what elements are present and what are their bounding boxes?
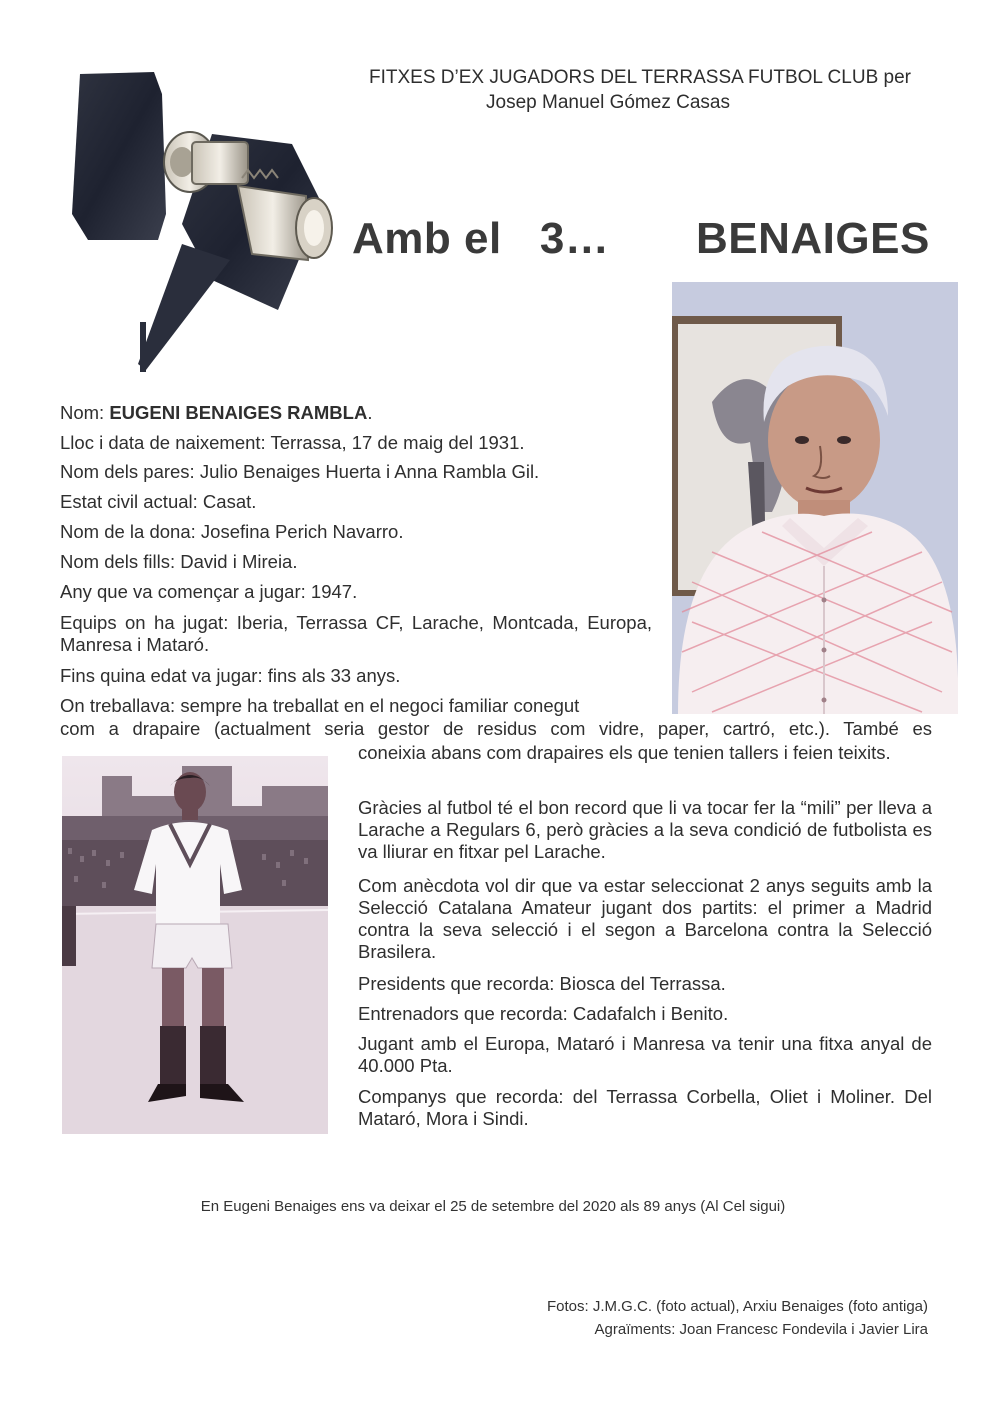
field-label: Fins quina edat va jugar: bbox=[60, 665, 263, 686]
field-end-age bbox=[60, 665, 660, 687]
field-value: fins als 33 anys. bbox=[267, 665, 401, 686]
field-value: Julio Benaiges Huerta i Anna Rambla Gil. bbox=[199, 461, 540, 482]
field-label: Nom dels pares: bbox=[60, 461, 195, 482]
field-label: Equips on ha jugat: bbox=[60, 612, 229, 633]
paragraph-presidents: Presidents que recorda: Biosca del Terrassa. bbox=[358, 973, 726, 994]
field-value-name: EUGENI BENAIGES RAMBLA bbox=[109, 402, 368, 423]
field-wife bbox=[60, 521, 660, 543]
field-label: Nom de la dona: bbox=[60, 521, 196, 542]
paragraph-anecdote: Com anècdota vol dir que va estar seleccionat 2 anys seguits amb la Selecció Catalana Amateur jugant dos partits: el primer a Madrid contra la seva selecció i el segon a Barcelona contra la Selecció Brasilera. bbox=[358, 875, 932, 962]
paragraph-contract: Jugant amb el Europa, Mataró i Manresa va tenir una fitxa anyal de 40.000 Pta. bbox=[358, 1033, 932, 1076]
title-number: Amb el 3… bbox=[352, 214, 610, 263]
field-name bbox=[60, 402, 660, 424]
photo-credits: Fotos: J.M.G.C. (foto actual), Arxiu Benaiges (foto antiga) bbox=[547, 1298, 928, 1315]
paragraph-teammates: Companys que recorda: del Terrassa Corbella, Oliet i Moliner. Del Mataró, Mora i Sindi. bbox=[358, 1086, 932, 1129]
field-label: Nom dels fills: bbox=[60, 551, 176, 572]
field-parents bbox=[60, 461, 660, 483]
work-line-2: com a drapaire (actualment seria gestor de residus com vidre, paper, cartró, etc.). També es bbox=[60, 718, 932, 739]
title-surname: BENAIGES bbox=[696, 214, 930, 263]
field-teams bbox=[60, 612, 652, 656]
field-civil-status bbox=[60, 491, 660, 513]
field-value: David i Mireia. bbox=[180, 551, 298, 572]
paragraph-coaches: Entrenadors que recorda: Cadafalch i Benito. bbox=[358, 1003, 729, 1024]
field-label: Estat civil actual: bbox=[60, 491, 198, 512]
header-line-1: FITXES D’EX JUGADORS DEL TERRASSA FUTBOL CLUB per bbox=[369, 67, 911, 88]
field-suffix: . bbox=[367, 402, 373, 423]
field-value: Terrassa, 17 de maig del 1931. bbox=[270, 432, 525, 453]
field-value: Josefina Perich Navarro. bbox=[200, 521, 404, 542]
field-children bbox=[60, 551, 660, 573]
header-line-2: Josep Manuel Gómez Casas bbox=[486, 92, 730, 113]
field-value: 1947. bbox=[310, 581, 358, 602]
work-line-1: On treballava: sempre ha treballat en el negoci familiar conegut bbox=[60, 695, 580, 716]
football-player-photo-icon bbox=[62, 756, 328, 1134]
acknowledgements: Agraïments: Joan Francesc Fondevila i Javier Lira bbox=[594, 1321, 928, 1338]
field-value: Iberia, Terrassa CF, Larache, Montcada, Europa, Manresa i Mataró. bbox=[60, 612, 652, 655]
field-start-year bbox=[60, 581, 660, 603]
paragraph-mili: Gràcies al futbol té el bon record que li va tocar fer la “mili” per lleva a Larache a Regulars 6, però gràcies a la seva condició de futbolista es va lliurar en fitxar pel Larache. bbox=[358, 797, 932, 862]
field-birth bbox=[60, 432, 660, 454]
field-label: Any que va començar a jugar: bbox=[60, 581, 306, 602]
work-rest: coneixia abans com drapaires els que tenien tallers i feien teixits. bbox=[358, 742, 891, 763]
portrait-photo-icon bbox=[672, 282, 958, 714]
stadium-floodlight-icon bbox=[62, 64, 340, 376]
field-label: Nom: bbox=[60, 402, 105, 423]
field-label: Lloc i data de naixement: bbox=[60, 432, 266, 453]
obituary-note: En Eugeni Benaiges ens va deixar el 25 de setembre del 2020 als 89 anys (Al Cel sigui) bbox=[200, 1198, 786, 1215]
field-value: Casat. bbox=[202, 491, 257, 512]
